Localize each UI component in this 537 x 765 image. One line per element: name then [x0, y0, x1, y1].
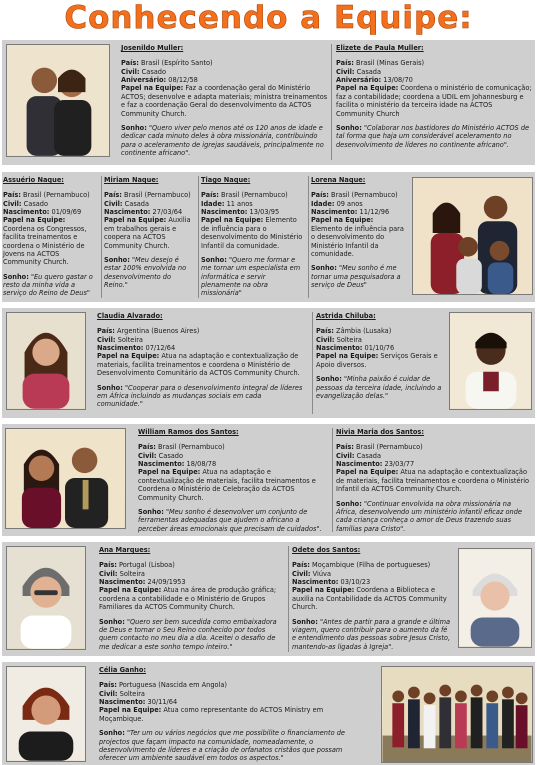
label: Papel na Equipe: — [311, 216, 374, 225]
value: "Meu sonho é me tornar uma pesquisadora a serviço de Deus" — [311, 264, 401, 289]
label: País: — [201, 191, 219, 200]
card-nivia — [336, 428, 532, 533]
label: País: — [104, 191, 122, 200]
value: Elemento de influência para o desenvolvimento do Ministério Infantil da comunidade. — [201, 216, 303, 250]
card-odete — [292, 546, 452, 651]
member-name: Célia Ganho: — [99, 666, 146, 674]
value: Moçambique (Filha de portugueses) — [312, 561, 431, 570]
value: "Meu desejo é estar 100% envolvida no desenvolvimento do Reino." — [104, 255, 187, 289]
label: Papel na Equipe: — [99, 586, 162, 595]
label: Papel na Equipe: — [201, 216, 264, 225]
label: Sonho: — [104, 255, 130, 264]
member-name: Claudia Alvarado: — [97, 312, 163, 320]
label: Civil: — [138, 451, 157, 460]
label: País: — [99, 681, 117, 690]
value: "Antes de partir para a grande e última viagem, quero contribuir para o aumento da fé e entendimento das pessoas sobre Jesus Cristo, mantendo-as ligadas à Igreja". — [292, 617, 451, 651]
label: País: — [292, 561, 310, 570]
label: Idade: — [311, 199, 335, 208]
label: Civil: — [3, 199, 22, 208]
photo-team-group — [381, 666, 533, 763]
value: Casado — [158, 451, 184, 460]
label: Nascimento: — [336, 460, 383, 469]
member-name: Tiago Naque: — [201, 176, 251, 184]
value: Viúva — [312, 569, 331, 578]
label: País: — [311, 191, 329, 200]
value: 11/12/96 — [359, 208, 390, 217]
label: Papel na Equipe: — [104, 216, 167, 225]
card-lorena — [311, 176, 406, 289]
photo-celia — [6, 666, 86, 762]
value: "Continuar envolvida na obra missionária na África, desenvolvendo um ministério infantil eficaz onde cada criança conheça o amor de Deus trazendo suas famílias para Cristo". — [336, 499, 522, 533]
label: Papel na Equipe: — [121, 84, 184, 93]
label: Papel na Equipe: — [336, 468, 399, 477]
card-tiago — [201, 176, 306, 298]
value: Coordena os Congressos, facilita treinamentos e coordena o Ministério de Jovens na ACTOS Community Church. — [3, 224, 87, 267]
page-title: Conhecendo a Equipe: — [64, 0, 473, 36]
photo-odete — [458, 548, 532, 648]
card-astrida — [316, 312, 442, 400]
label: Papel na Equipe: — [138, 468, 201, 477]
value: Casada — [124, 199, 150, 208]
photo-ana — [6, 546, 86, 650]
value: 07/12/64 — [145, 344, 176, 353]
value: Coordena o ministério de comunicação; faz a contabilidade; coordena a UDIL em Johannesburg e facilita o ministério da terceira idade na ACTOS Community Church — [336, 84, 532, 118]
member-name: Josenildo Muller: — [121, 44, 184, 52]
label: Civil: — [99, 689, 118, 698]
value: "Quero ser bem sucedida como embaixadora de Deus e tornar o Seu Reino conhecido por todos quem contacto no meu dia a dia. Aceitei o desafio de me dedicar a este sonho tempo inteiro." — [99, 617, 277, 651]
label: País: — [138, 443, 156, 452]
value: "Eu quero gastar o resto da minha vida a serviço do Reino de Deus" — [3, 272, 93, 298]
value: 01/10/76 — [364, 344, 395, 353]
value: Atua na adaptação e contextualização de materiais, facilita treinamentos e coordena o Ministério Infantil da ACTOS Community Church. — [336, 468, 530, 494]
value: 13/03/95 — [249, 208, 280, 217]
value: 30/11/64 — [147, 698, 178, 707]
value: Brasil (Pernambuco) — [221, 191, 288, 200]
value: Zâmbia (Lusaka) — [336, 327, 392, 336]
photo-naque-family — [412, 177, 533, 295]
value: "Quero me formar e me tornar um especialista em informática e servir plenamente na obra missionária" — [201, 255, 301, 298]
label: Papel na Equipe: — [336, 84, 399, 93]
label: País: — [336, 443, 354, 452]
portrait-icon — [7, 313, 85, 409]
label: Nascimento: — [311, 208, 358, 217]
value: 09 anos — [336, 199, 363, 208]
value: 03/10/23 — [340, 578, 371, 587]
value: Portugal (Lisboa) — [119, 561, 175, 570]
value: Casada — [356, 451, 382, 460]
label: País: — [336, 59, 354, 68]
value: Faz a coordenação geral do Ministério ACTOS; desenvolve e adapta materiais; ministra treinamentos e faz a coordenação Geral do desenvolvimento da ACTOS Community Church. — [121, 84, 328, 118]
value: "Ter um ou vários negócios que me possibilite o financiamento de projectos que façam impacto na comunidade, nomeadamente, o desenvolvimento de líderes e a criação de orfanatos cristãos que possam oferecer um ambiente saudável em todos os aspectos." — [99, 729, 345, 763]
label: País: — [97, 327, 115, 336]
label: Nascimento: — [138, 460, 185, 469]
value: "Cooperar para o desenvolvimento integral de líderes em África incluindo as mudanças sociais em cada comunidade." — [97, 383, 303, 409]
member-name: Miriam Naque: — [104, 176, 159, 184]
portrait-icon — [450, 313, 531, 409]
label: País: — [3, 191, 21, 200]
value: Brasil (Espírito Santo) — [141, 59, 213, 68]
label: Sonho: — [3, 272, 29, 281]
value: 24/09/1953 — [147, 578, 186, 587]
value: Brasil (Pernambuco) — [331, 191, 398, 200]
divider — [198, 176, 199, 298]
member-name: Ana Marques: — [99, 546, 151, 554]
value: Casado — [23, 199, 49, 208]
card-miriam — [104, 176, 196, 289]
label: Nascimento: — [104, 208, 151, 217]
divider — [101, 176, 102, 298]
value: "Quero viver pelo menos até os 120 anos de idade e dedicar cada minuto deles à obra missionária, contribuindo para o aceleramento de igrejas saudáveis, principalmente no continente africano". — [121, 123, 324, 157]
value: Argentina (Buenos Aires) — [117, 327, 200, 336]
label: Papel na Equipe: — [3, 216, 66, 225]
label: Idade: — [201, 199, 225, 208]
value: 08/12/58 — [168, 76, 198, 85]
value: "Colaborar nos bastidores do Ministério ACTOS de tal forma que haja um considerável aceleramento no desenvolvimento de líderes no continente africano". — [336, 123, 530, 149]
photo-claudia — [6, 312, 86, 410]
photo-william-nivia — [5, 428, 126, 529]
value: Brasil (Pernambuco) — [124, 191, 191, 200]
card-josenildo — [121, 44, 329, 157]
value: Brasil (Pernambuco) — [158, 443, 225, 452]
member-name: William Ramos dos Santos: — [138, 428, 239, 436]
label: Civil: — [104, 199, 123, 208]
label: País: — [121, 59, 139, 68]
label: Nascimento: — [3, 208, 50, 217]
portrait-icon — [7, 667, 85, 761]
label: Civil: — [316, 335, 335, 344]
value: "Minha paixão é cuidar de pessoas da terceira idade, incluindo a evangelização delas." — [316, 375, 442, 400]
value: Auxilia em trabalhos gerais e coopera na ACTOS Community Church. — [104, 216, 191, 250]
divider — [332, 428, 333, 532]
member-name: Lorena Naque: — [311, 176, 366, 184]
member-name: Astrida Chiluba: — [316, 312, 376, 320]
value: Atua na adaptação e contextualização de materiais, facilita treinamentos e Coordena o Ministério de Celebração da ACTOS Community Church. — [138, 468, 316, 502]
label: Civil: — [99, 569, 118, 578]
card-claudia — [97, 312, 309, 409]
value: 27/03/64 — [152, 208, 183, 217]
label: Sonho: — [138, 507, 164, 516]
label: Papel na Equipe: — [99, 706, 162, 715]
value: Brasil (Minas Gerais) — [356, 59, 425, 68]
value: 13/08/70 — [383, 76, 413, 85]
label: Sonho: — [311, 264, 337, 273]
label: Civil: — [121, 67, 140, 76]
member-name: Nivia Maria dos Santos: — [336, 428, 424, 436]
label: Papel na Equipe: — [97, 352, 160, 361]
family-photo-icon — [413, 178, 532, 294]
label: Sonho: — [121, 123, 147, 132]
value: 01/09/69 — [51, 208, 82, 217]
label: Sonho: — [316, 375, 342, 384]
portrait-icon — [459, 549, 531, 647]
label: Sonho: — [99, 617, 125, 626]
label: Nascimento: — [99, 578, 146, 587]
label: Civil: — [336, 67, 355, 76]
value: "Meu sonho é desenvolver um conjunto de ferramentas adequadas que ajudem o africano a perceber áreas emocionais que precisam de cuidados". — [138, 507, 322, 533]
divider — [288, 546, 289, 652]
divider — [331, 44, 332, 160]
label: Nascimento: — [99, 698, 146, 707]
value: Serviços Gerais e Apoio diversos. — [316, 352, 438, 369]
label: Nascimento: — [316, 344, 363, 353]
label: Aniversário: — [121, 76, 167, 85]
value: 18/08/78 — [186, 460, 217, 469]
label: Sonho: — [292, 617, 318, 626]
member-name: Elizete de Paula Muller: — [336, 44, 424, 52]
value: Portuguesa (Nascida em Angola) — [119, 681, 227, 690]
value: Casado — [141, 67, 167, 76]
card-assuerio — [3, 176, 99, 298]
value: Brasil (Pernambuco) — [23, 191, 90, 200]
divider — [308, 176, 309, 298]
member-name: Odete dos Santos: — [292, 546, 361, 554]
value: Solteira — [119, 569, 145, 578]
value: Atua como representante do ACTOS Ministry em Moçambique. — [99, 706, 324, 723]
label: Sonho: — [201, 255, 227, 264]
card-celia — [99, 666, 369, 763]
label: Nascimento: — [97, 344, 144, 353]
label: Aniversário: — [336, 76, 382, 85]
label: Nascimento: — [292, 578, 339, 587]
value: Atua na área de produção gráfica; coordena a contabilidade e o Ministério de Grupos Familiares da ACTOS Community Church. — [99, 586, 277, 612]
group-photo-icon — [382, 667, 532, 762]
portrait-icon — [7, 547, 85, 649]
label: Papel na Equipe: — [316, 352, 379, 361]
label: Sonho: — [99, 729, 125, 738]
card-elizete — [336, 44, 532, 149]
card-ana — [99, 546, 285, 651]
label: Sonho: — [336, 123, 362, 132]
divider — [312, 312, 313, 414]
value: Solteira — [336, 335, 362, 344]
label: Civil: — [292, 569, 311, 578]
value: 23/03/77 — [384, 460, 415, 469]
value: Brasil (Pernambuco) — [356, 443, 423, 452]
value: Coordena a Biblioteca e auxilia na Contabilidade da ACTOS Community Church. — [292, 586, 447, 612]
value: 11 anos — [226, 199, 253, 208]
member-name: Assuério Naque: — [3, 176, 64, 184]
label: Nascimento: — [201, 208, 248, 217]
label: País: — [316, 327, 334, 336]
label: País: — [99, 561, 117, 570]
value: Solteira — [119, 689, 145, 698]
value: Casada — [356, 67, 382, 76]
label: Civil: — [336, 451, 355, 460]
label: Sonho: — [336, 499, 362, 508]
card-william — [138, 428, 328, 533]
value: Atua na adaptação e contextualização de materiais, facilita treinamentos e coordena o Ministério de Desenvolvimento Comunitário da ACTOS Community Church. — [97, 352, 300, 378]
photo-josenildo-elizete — [6, 44, 110, 157]
label: Sonho: — [97, 383, 123, 392]
value: Solteira — [117, 335, 143, 344]
value: Elemento de influência para o desenvolvimento do Ministério Infantil da comunidade. — [311, 224, 404, 258]
label: Civil: — [97, 335, 116, 344]
photo-astrida — [449, 312, 532, 410]
couple-photo-icon — [6, 429, 125, 528]
label: Papel na Equipe: — [292, 586, 355, 595]
couple-photo-icon — [7, 45, 109, 156]
